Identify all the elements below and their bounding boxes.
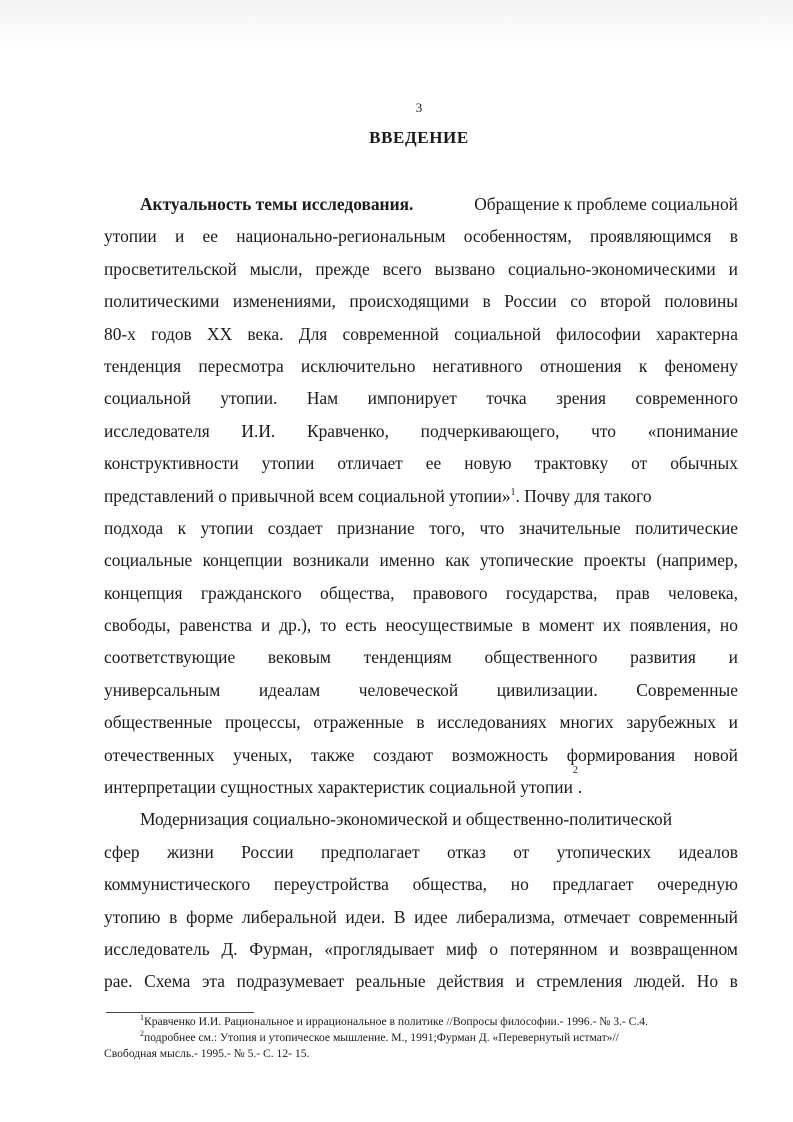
word: философии — [556, 323, 641, 344]
footnote-number: 2 — [140, 1029, 144, 1038]
text-line — [104, 480, 738, 512]
word: социальные — [104, 550, 193, 571]
footnote-2 — [104, 1030, 738, 1046]
word: современного — [635, 388, 738, 409]
word: идее — [414, 906, 448, 927]
word: действия — [437, 971, 504, 992]
word: к — [177, 517, 187, 538]
word: что — [591, 420, 616, 441]
word: человека, — [668, 582, 738, 603]
word: В — [393, 906, 406, 927]
word: Для — [298, 323, 328, 344]
word: жизни — [166, 841, 214, 862]
word: Но — [696, 971, 719, 992]
word: человеческой — [358, 679, 459, 700]
word: и — [728, 712, 738, 733]
footnote-number: 1 — [140, 1013, 144, 1022]
word: общества, — [412, 874, 488, 895]
word: отношения — [539, 355, 622, 376]
word: половины — [664, 291, 738, 312]
word: социально-экономическими — [508, 258, 716, 279]
word: «понимание — [647, 420, 738, 441]
word: обычных — [670, 453, 738, 474]
word: эта — [201, 971, 225, 992]
footnote-divider — [106, 1012, 254, 1013]
word: предполагает — [320, 841, 420, 862]
word: утопических — [556, 841, 652, 862]
word: трактовку — [534, 453, 609, 474]
text-span: Обращение к проблеме социальной — [474, 194, 738, 214]
word: правового — [412, 582, 488, 603]
word: идеалам — [258, 679, 321, 700]
word: реальные — [355, 971, 426, 992]
word: просветительской — [104, 258, 237, 279]
word: прежде — [315, 258, 370, 279]
word: общества, — [320, 582, 395, 603]
word: современный — [638, 906, 738, 927]
word: признание — [337, 517, 415, 538]
word: от — [631, 453, 648, 474]
word: отличает — [337, 453, 403, 474]
text-span: . Почву для такого — [515, 485, 652, 506]
word: форме — [186, 906, 234, 927]
word: рае. — [104, 971, 133, 992]
text-line — [104, 965, 738, 997]
word: стремления — [536, 971, 623, 992]
word: от — [513, 841, 530, 862]
word: их — [602, 615, 621, 636]
word: концепции — [202, 550, 283, 571]
text-line — [104, 447, 738, 479]
word: подхода — [104, 517, 164, 538]
word: России — [241, 841, 294, 862]
word: и — [609, 938, 619, 959]
word: особенностям, — [463, 226, 572, 247]
word: проявляющимся — [590, 226, 712, 247]
word: идеалов — [678, 841, 738, 862]
word: др.), — [279, 615, 312, 636]
word: момент — [538, 615, 594, 636]
word: коммунистического — [104, 874, 251, 895]
word: сфер — [104, 841, 140, 862]
word: многих — [559, 712, 614, 733]
word: общественного — [484, 647, 598, 668]
word: что — [479, 517, 505, 538]
word: утопии — [200, 517, 254, 538]
word: отмечает — [563, 906, 630, 927]
paragraph-heading: Актуальность темы исследования. — [140, 194, 414, 214]
text-line — [104, 609, 738, 641]
word: в — [482, 291, 491, 312]
word: мысли, — [249, 258, 303, 279]
word: исследователь — [104, 938, 210, 959]
word: концепция — [104, 582, 183, 603]
word: переустройства — [273, 874, 389, 895]
word: политические — [635, 517, 738, 538]
word: Современные — [636, 679, 738, 700]
word: в — [416, 712, 425, 733]
word: вызвано — [434, 258, 496, 279]
word: тенденция — [104, 355, 182, 376]
word: социальной — [104, 388, 191, 409]
text-line — [104, 544, 738, 576]
text-line — [104, 641, 738, 673]
word: исследователя — [104, 420, 210, 441]
word: именно — [379, 550, 435, 571]
word: прав — [615, 582, 650, 603]
word: либеральной — [241, 906, 337, 927]
text-line — [104, 836, 738, 868]
text-line — [104, 901, 738, 933]
word: как — [445, 550, 470, 571]
word: либерализма, — [456, 906, 555, 927]
word: 80-х — [104, 323, 136, 344]
word: и — [174, 226, 185, 247]
word: Схема — [144, 971, 191, 992]
word: импонирует — [367, 388, 457, 409]
word: подразумевает — [236, 971, 345, 992]
word: зарубежных — [626, 712, 716, 733]
word: и — [260, 615, 271, 636]
word: но — [719, 615, 738, 636]
word: в — [729, 226, 738, 247]
word: идеи. — [345, 906, 386, 927]
word: подчеркивающего, — [420, 420, 560, 441]
word: значительные — [518, 517, 621, 538]
word: проекты — [583, 550, 646, 571]
word: появления, — [629, 615, 711, 636]
word: Кравченко, — [306, 420, 389, 441]
text-line — [104, 674, 738, 706]
word: в — [169, 906, 178, 927]
text-span: . — [577, 777, 583, 798]
word: общественные — [104, 712, 213, 733]
footnote-ref-2[interactable]: 2 — [572, 765, 578, 777]
body-text — [104, 188, 738, 998]
word: И.И. — [241, 420, 276, 441]
footnote-ref-1[interactable]: 1 — [510, 486, 516, 498]
word: пересмотра — [198, 355, 284, 376]
word: отраженные — [313, 712, 404, 733]
footnote-2-continuation: Свободная мысль.- 1995.- № 5.- С. 12- 15. — [104, 1047, 310, 1060]
word: миф — [446, 938, 478, 959]
word: предлагает — [552, 874, 634, 895]
word: всего — [382, 258, 422, 279]
word: создает — [267, 517, 323, 538]
word: того, — [429, 517, 466, 538]
word: универсальным — [104, 679, 221, 700]
footnotes — [104, 1014, 738, 1062]
word: второй — [600, 291, 651, 312]
word: гражданского — [200, 582, 302, 603]
word: Д. — [221, 938, 238, 959]
scan-edge-shading — [0, 0, 793, 52]
word: характерна — [656, 323, 738, 344]
word: новой — [693, 744, 738, 765]
text-span — [104, 480, 652, 512]
word: новую — [464, 453, 512, 474]
word: «проглядывает — [324, 938, 435, 959]
footnote-text: подробнее см.: Утопия и утопическое мышление. М., 1991;Фурман Д. «Перевернутый истмат»// — [144, 1031, 619, 1044]
word: вековым — [267, 647, 331, 668]
word: социальной — [454, 323, 541, 344]
text-line — [104, 933, 738, 965]
word: также — [310, 744, 355, 765]
word: утопические — [479, 550, 574, 571]
word: утопии. — [220, 388, 278, 409]
word: отечественных — [104, 744, 215, 765]
word: и — [515, 971, 525, 992]
word: свободы, — [104, 615, 171, 636]
word: утопии — [104, 226, 157, 247]
word: Нам — [306, 388, 339, 409]
word: негативного — [432, 355, 523, 376]
word: ее — [202, 226, 218, 247]
footnote-1 — [104, 1014, 738, 1030]
word: изменениями, — [232, 291, 336, 312]
word: со — [570, 291, 587, 312]
word: исключительно — [300, 355, 416, 376]
text-line — [104, 739, 738, 771]
text-line — [104, 512, 738, 544]
word: процессы, — [225, 712, 301, 733]
word: очередную — [657, 874, 738, 895]
word: есть — [345, 615, 377, 636]
text-line — [104, 318, 738, 350]
word: национально-региональным — [236, 226, 446, 247]
word: Фурман, — [249, 938, 313, 959]
word: утопию — [104, 906, 161, 927]
word: равенства — [179, 615, 252, 636]
word: происходящими — [349, 291, 469, 312]
text-span: представлений о привычной всем социальной утопии» — [104, 485, 511, 506]
word: отказ — [446, 841, 486, 862]
word: утопии — [261, 453, 315, 474]
word: формирования — [566, 744, 676, 765]
word: развития — [630, 647, 696, 668]
text-line — [104, 220, 738, 252]
footnote-text: Кравченко И.И. Рациональное и иррациональное в политике //Вопросы философии.- 1996.- № 3.- С.4. — [144, 1015, 649, 1028]
word: ее — [425, 453, 442, 474]
text-line — [104, 765, 738, 803]
text-line — [104, 350, 738, 382]
word: зрения — [556, 388, 607, 409]
word: потерянном — [509, 938, 598, 959]
text-line — [104, 188, 738, 220]
text-line: Модернизация социально-экономической и общественно-политической — [140, 809, 673, 830]
word: возвращенном — [630, 938, 738, 959]
word: к — [638, 355, 648, 376]
word: государства, — [505, 582, 598, 603]
text-line — [104, 868, 738, 900]
word: современной — [342, 323, 439, 344]
word: и — [728, 258, 738, 279]
word: цивилизации. — [496, 679, 598, 700]
text-line — [104, 253, 738, 285]
word: политическими — [104, 291, 220, 312]
page-number: 3 — [415, 100, 423, 115]
word: и — [728, 647, 738, 668]
word: людей. — [634, 971, 686, 992]
word: но — [510, 874, 529, 895]
section-title: ВВЕДЕНИЕ — [369, 128, 469, 147]
word: России — [504, 291, 557, 312]
word: ученых, — [233, 744, 293, 765]
word: исследованиях — [437, 712, 547, 733]
text-line — [104, 415, 738, 447]
word: возможность — [451, 744, 549, 765]
word: создают — [373, 744, 434, 765]
text-line — [104, 577, 738, 609]
word: возникали — [292, 550, 370, 571]
word: в — [521, 615, 530, 636]
word: века. — [247, 323, 284, 344]
word: годов — [151, 323, 192, 344]
text-line — [104, 382, 738, 414]
word: тенденциям — [363, 647, 452, 668]
text-line — [104, 706, 738, 738]
word: точка — [486, 388, 527, 409]
word: XX — [207, 323, 233, 344]
word: феномену — [664, 355, 738, 376]
text-span: интерпретации сущностных характеристик социальной утопии — [104, 777, 573, 798]
word: о — [489, 938, 499, 959]
word: неосуществимые — [385, 615, 513, 636]
word: конструктивности — [104, 453, 239, 474]
word: (например, — [656, 550, 738, 571]
text-line — [104, 285, 738, 317]
word: соответствующие — [104, 647, 236, 668]
word: то — [320, 615, 337, 636]
word: в — [729, 971, 738, 992]
